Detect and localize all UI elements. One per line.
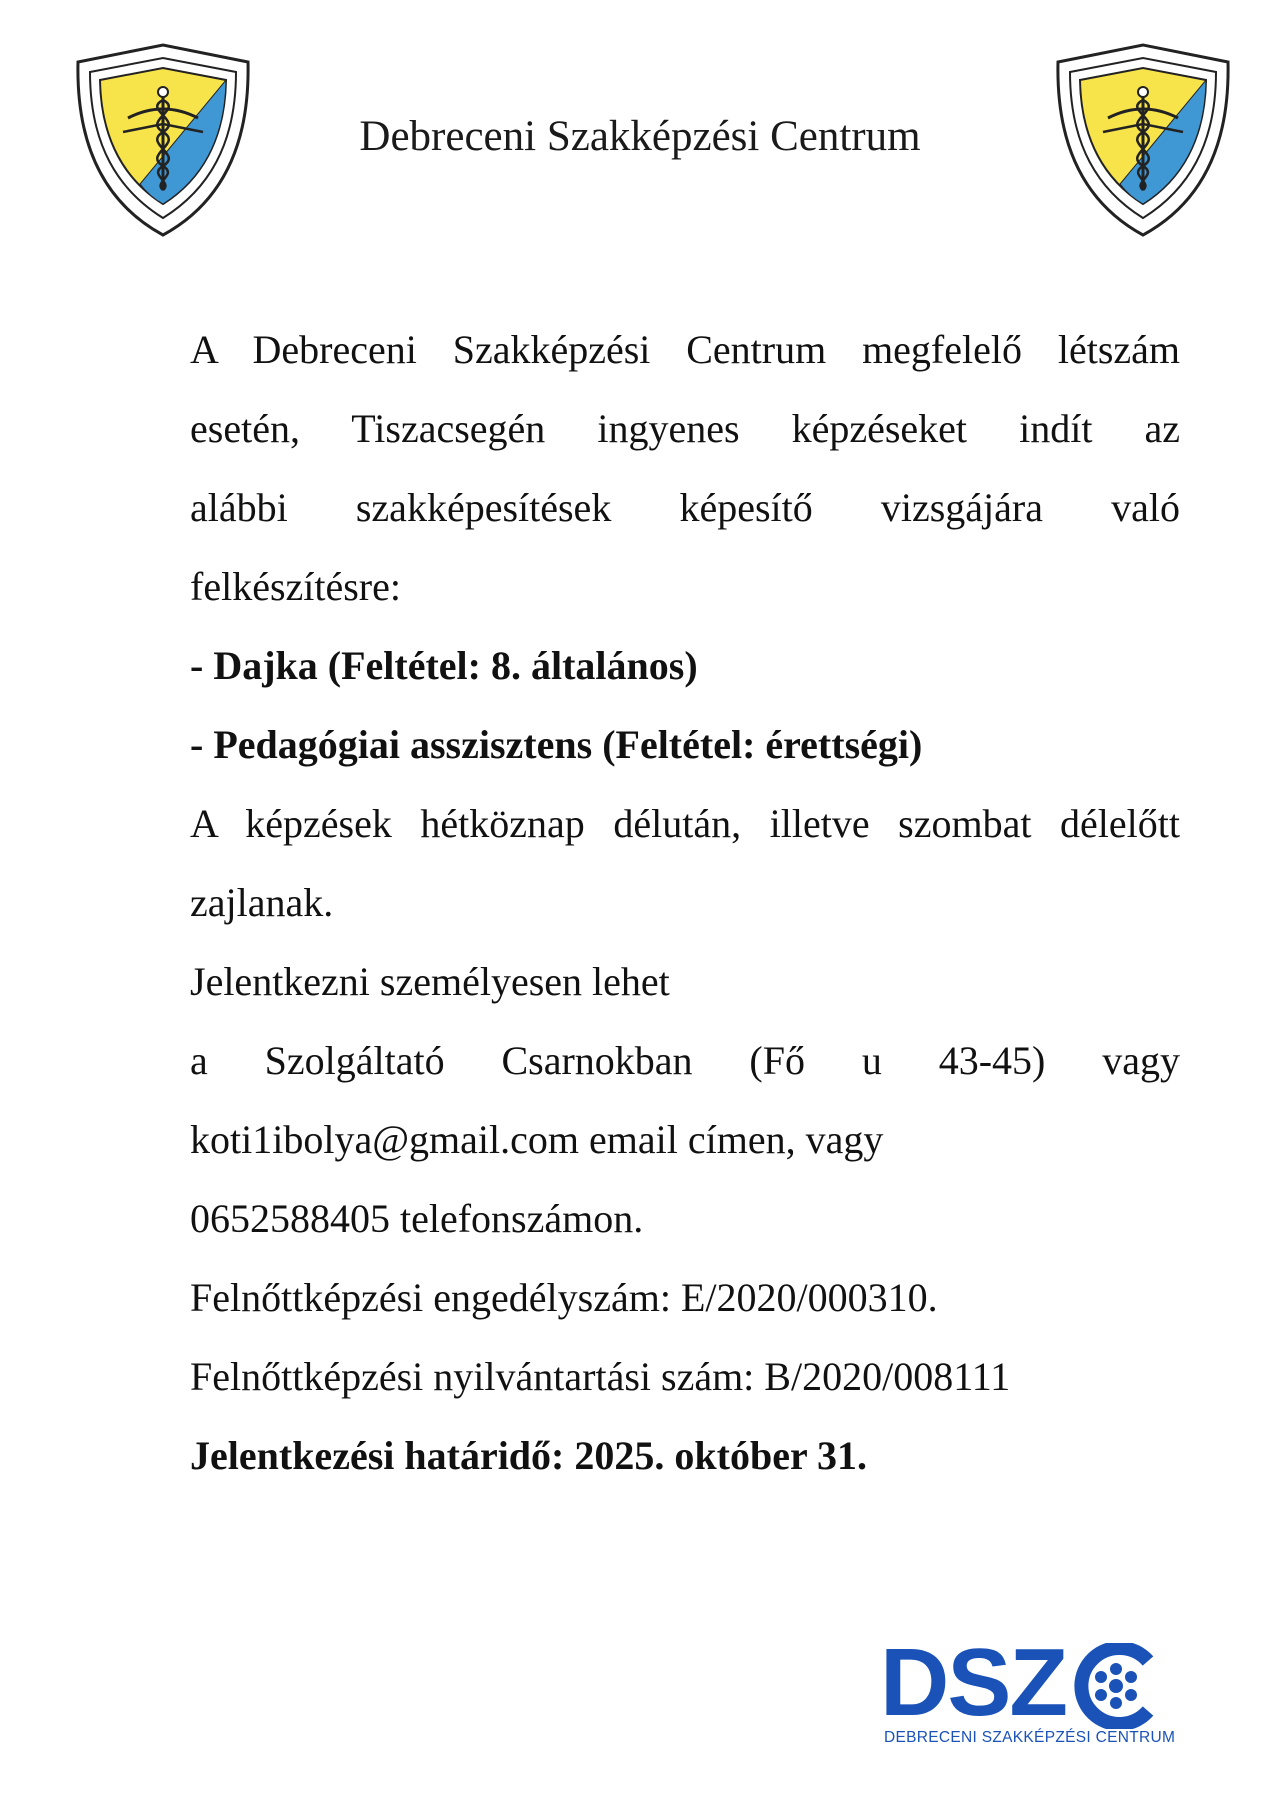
apply-line: Jelentkezni személyesen lehet xyxy=(190,959,670,1004)
notice-body xyxy=(190,310,1180,1495)
application-deadline: Jelentkezési határidő: 2025. október 31. xyxy=(190,1433,867,1478)
page-title: Debreceni Szakképzési Centrum xyxy=(359,113,921,160)
license-number: Felnőttképzési engedélyszám: E/2020/000310. xyxy=(190,1275,938,1320)
apply-phone-line: 0652588405 telefonszámon. xyxy=(190,1196,644,1241)
course-item: - Dajka (Feltétel: 8. általános) xyxy=(190,643,698,688)
intro-line: A Debreceni Szakképzési Centrum megfelelő létszám xyxy=(190,327,1180,372)
registry-number: Felnőttképzési nyilvántartási szám: B/2020/008111 xyxy=(190,1354,1011,1399)
intro-line: esetén, Tiszacsegén ingyenes képzéseket indít az xyxy=(190,406,1180,451)
intro-line: felkészítésre: xyxy=(190,564,401,609)
schedule-line: A képzések hétköznap délután, illetve szombat délelőtt xyxy=(190,801,1180,846)
course-item: - Pedagógiai asszisztens (Feltétel: érettségi) xyxy=(190,722,923,767)
schedule-line: zajlanak. xyxy=(190,880,334,925)
logo-letters: DSZ xyxy=(880,1629,1066,1736)
logo-c-wheel-icon xyxy=(1074,1643,1160,1729)
logo-subtitle: DEBRECENI SZAKKÉPZÉSI CENTRUM xyxy=(884,1729,1176,1746)
dszc-logo xyxy=(880,1629,1176,1750)
apply-line: a Szolgáltató Csarnokban (Fő u 43-45) vagy xyxy=(190,1038,1180,1083)
intro-line: alábbi szakképesítések képesítő vizsgájára való xyxy=(190,485,1180,530)
apply-email-line: koti1ibolya@gmail.com email címen, vagy xyxy=(190,1117,884,1162)
